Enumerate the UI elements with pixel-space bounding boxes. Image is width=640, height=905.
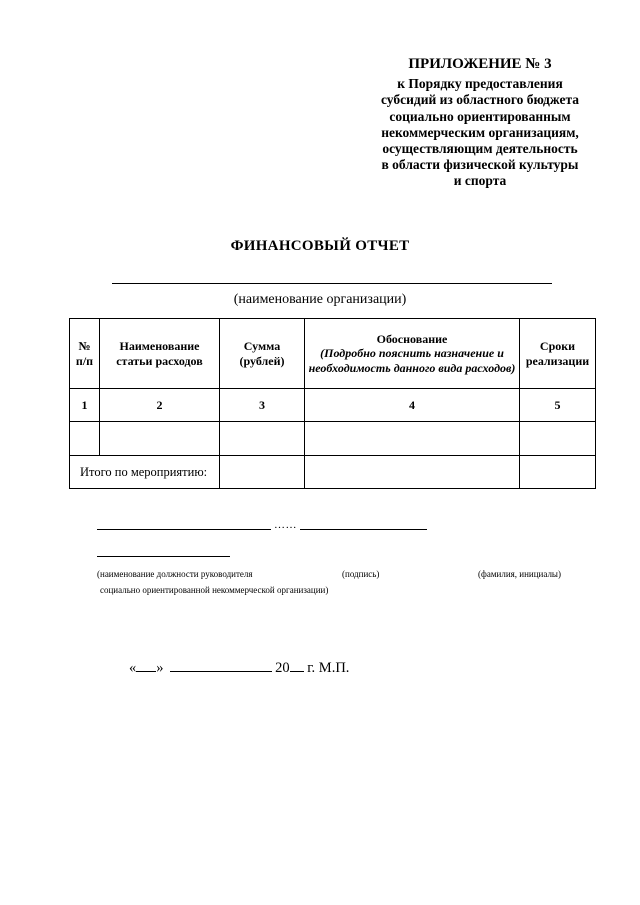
- position-caption: (наименование должности руководителя: [97, 569, 253, 579]
- position-line: [97, 556, 230, 557]
- appendix-block: [330, 56, 630, 190]
- name-caption: (фамилия, инициалы): [478, 569, 561, 579]
- appendix-line: некоммерческим организациям,: [381, 124, 579, 140]
- date-line: [129, 657, 349, 677]
- header-terms: Сроки реализации: [520, 319, 596, 389]
- header-number: № п/п: [70, 319, 100, 389]
- appendix-line: субсидий из областного бюджета: [380, 92, 580, 108]
- total-sum-cell[interactable]: [220, 456, 305, 489]
- financial-report-table: [69, 318, 596, 489]
- table-cell[interactable]: [520, 456, 596, 489]
- position-signature-line: [97, 529, 271, 530]
- column-number-cell: 5: [520, 389, 596, 422]
- header-reason-title: Обоснование: [376, 331, 448, 346]
- table-row: [70, 422, 596, 456]
- appendix-title: ПРИЛОЖЕНИЕ № 3: [408, 56, 552, 72]
- day-blank[interactable]: [136, 657, 156, 672]
- table-cell[interactable]: [305, 456, 520, 489]
- column-number-cell: 2: [100, 389, 220, 422]
- total-label: Итого по мероприятию:: [70, 456, 220, 489]
- year-prefix: 20: [275, 660, 290, 676]
- document-title: ФИНАНСОВЫЙ ОТЧЕТ: [230, 238, 410, 254]
- signature-caption: (подпись): [342, 569, 380, 579]
- total-row: [70, 456, 596, 489]
- header-reason: [305, 319, 520, 389]
- column-number-cell: 3: [220, 389, 305, 422]
- table-cell[interactable]: [220, 422, 305, 456]
- appendix-line: к Порядку предоставления: [397, 76, 563, 92]
- position-caption-continued: социально ориентированной некоммерческой организации): [100, 585, 329, 595]
- table-cell[interactable]: [100, 422, 220, 456]
- column-number-cell: 4: [305, 389, 520, 422]
- appendix-line: и спорта: [453, 173, 507, 189]
- organization-name-line: [112, 283, 552, 284]
- open-quote: «: [129, 660, 137, 676]
- signature-dots: ……: [274, 519, 297, 531]
- table-cell[interactable]: [305, 422, 520, 456]
- table-cell[interactable]: [70, 422, 100, 456]
- table-cell[interactable]: [520, 422, 596, 456]
- date-suffix: г. М.П.: [307, 660, 350, 676]
- appendix-line: в области физической культуры: [381, 157, 579, 173]
- header-sum: Сумма (рублей): [220, 319, 305, 389]
- header-reason-hint: (Подробно пояснить назначение и необходимость данного вида расходов): [308, 346, 516, 375]
- close-quote: »: [156, 660, 164, 676]
- organization-caption: (наименование организации): [233, 292, 407, 307]
- year-blank[interactable]: [290, 657, 304, 672]
- appendix-line: социально ориентированным: [389, 108, 571, 124]
- column-number-cell: 1: [70, 389, 100, 422]
- table-header-row: [70, 319, 596, 389]
- table-row: [70, 389, 596, 422]
- header-item: Наименование статьи расходов: [100, 319, 220, 389]
- month-blank[interactable]: [170, 657, 272, 672]
- appendix-line: осуществляющим деятельность: [382, 141, 578, 157]
- name-signature-line: [300, 529, 427, 530]
